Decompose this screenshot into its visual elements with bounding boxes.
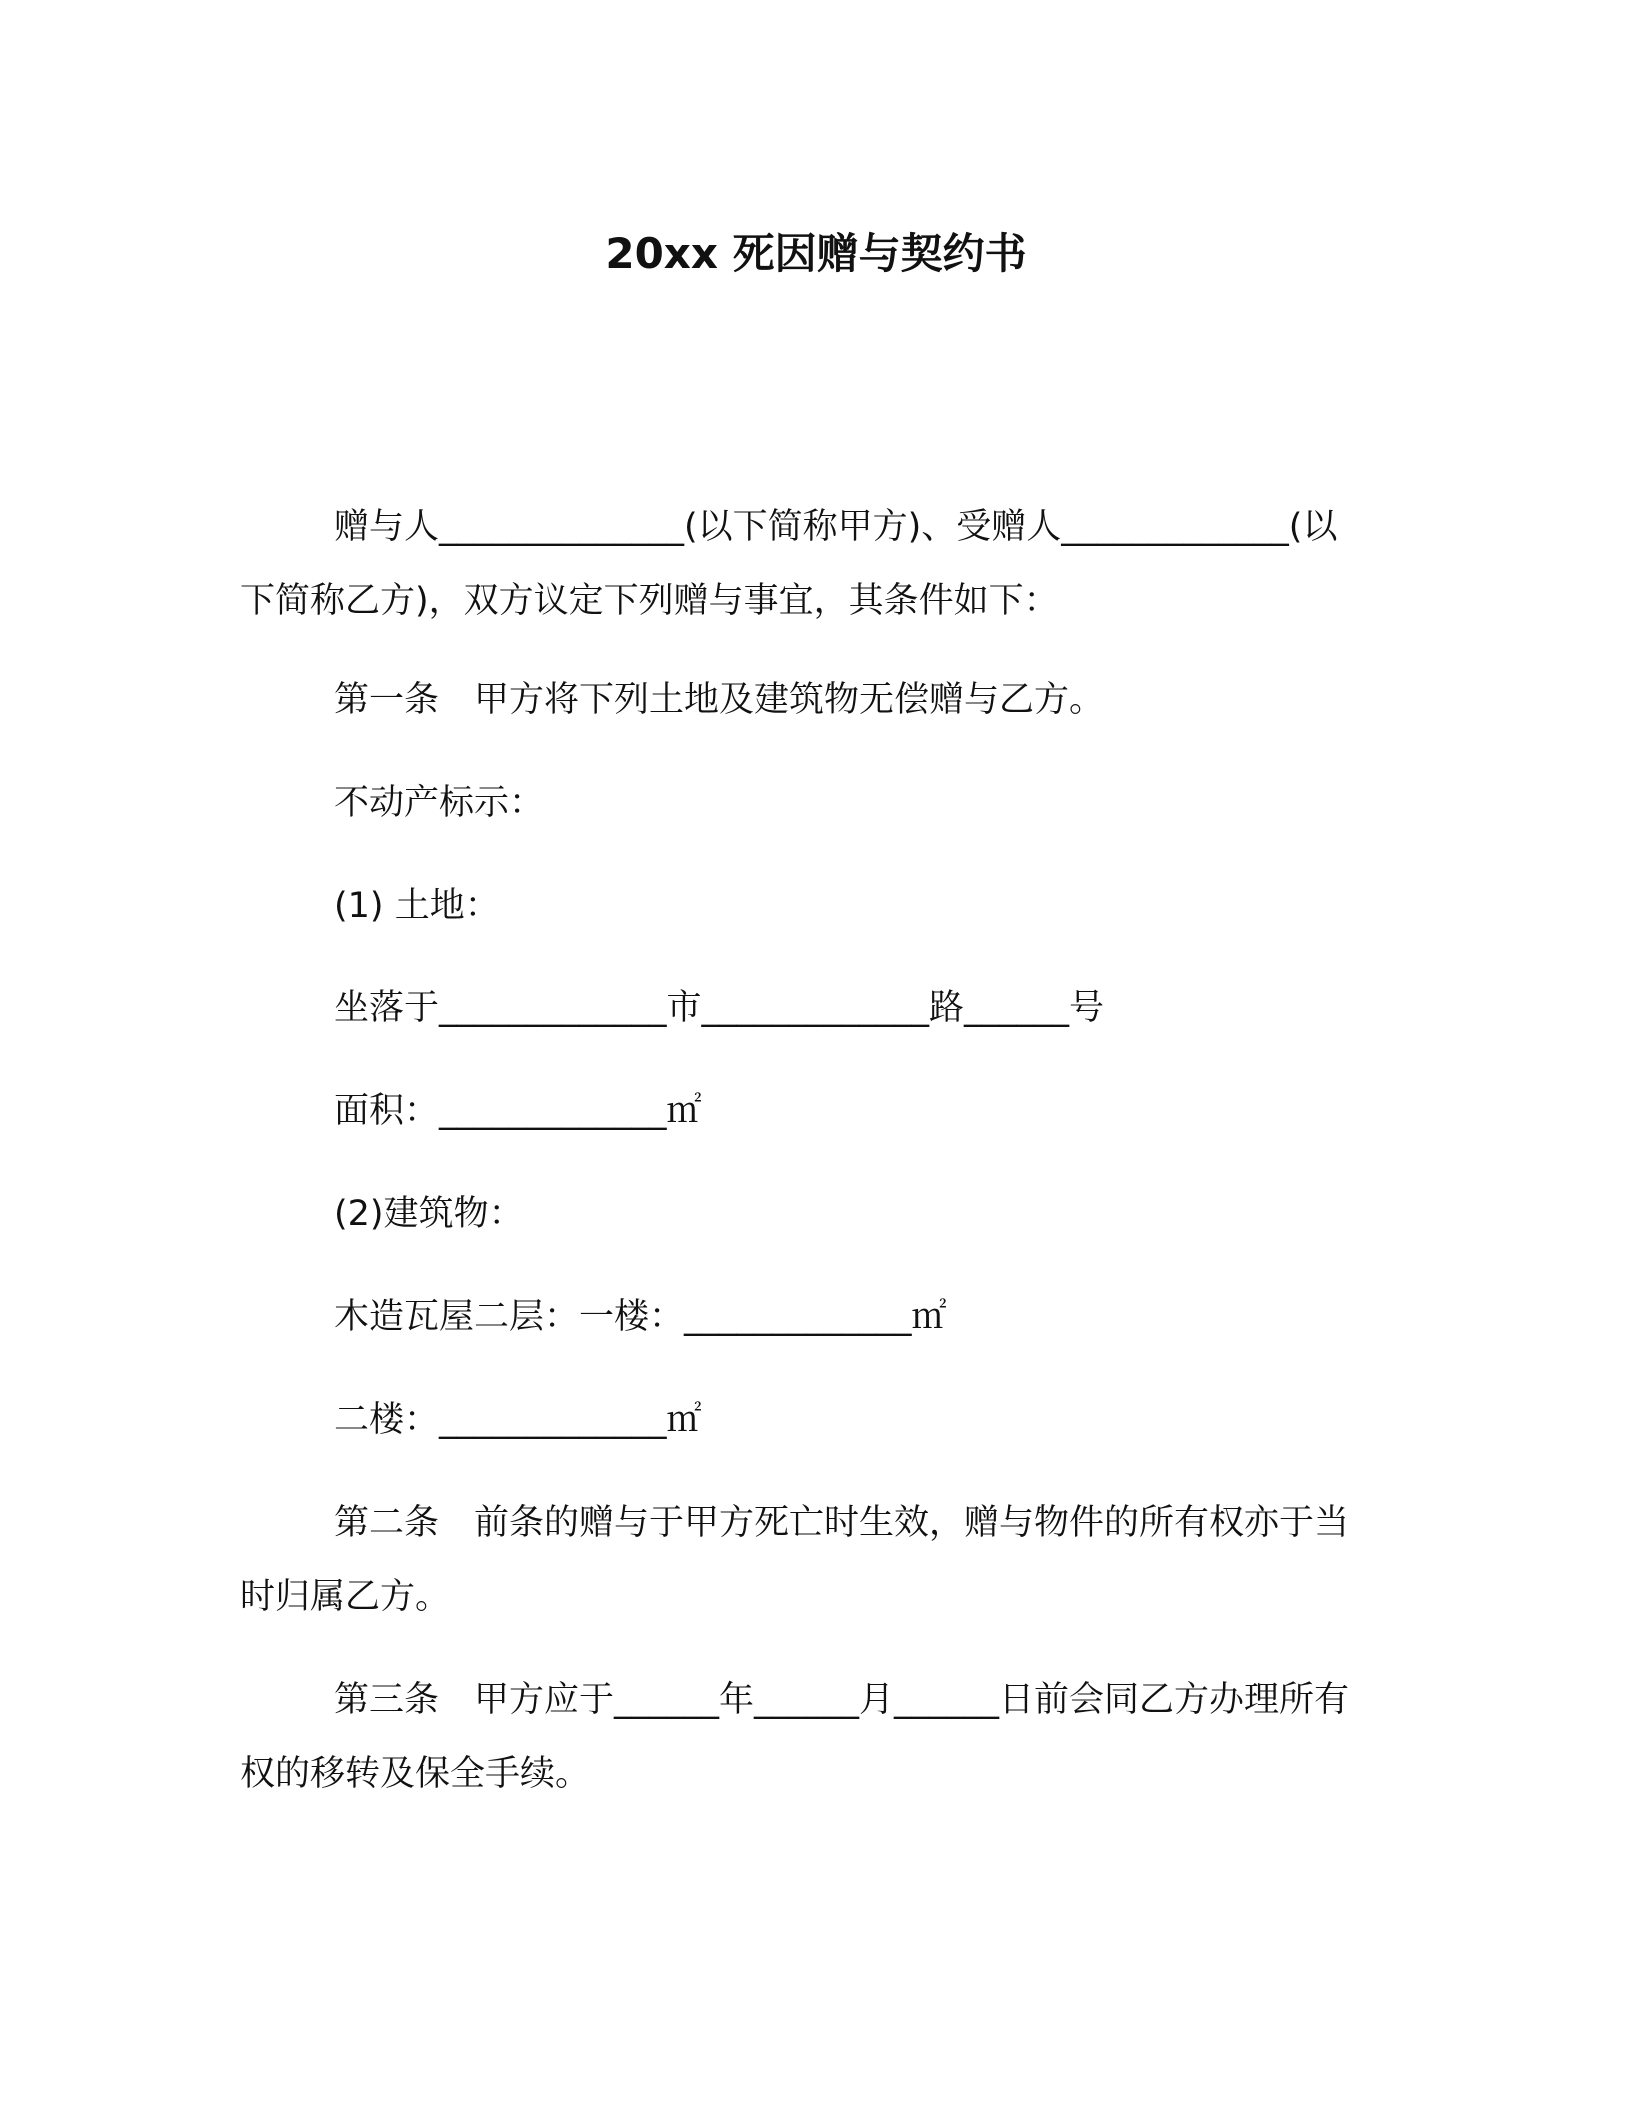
document-title: 20xx 死因赠与契约书 xyxy=(605,229,1027,278)
paragraph-first-floor xyxy=(240,1280,1370,1354)
paragraph-article-1 xyxy=(240,663,1370,737)
paragraph-property-label xyxy=(240,766,1370,840)
paragraph-article-2-text: 第二条 前条的赠与于甲方死亡时生效，赠与物件的所有权亦于当时归属乙方。 xyxy=(240,1503,1350,1617)
paragraph-article-3-text: 第三条 甲方应于______年______月______日前会同乙方办理所有权的移转及保全手续。 xyxy=(240,1680,1350,1794)
paragraph-building-text: (2)建筑物： xyxy=(334,1194,524,1234)
paragraph-second-floor xyxy=(240,1383,1370,1457)
paragraph-parties-text: 赠与人______________(以下简称甲方)、受赠人_____________(以下简称乙方)，双方议定下列赠与事宜，其条件如下： xyxy=(240,507,1338,621)
paragraph-first-floor-text: 木造瓦屋二层：一楼：_____________㎡ xyxy=(334,1297,947,1337)
paragraph-location-text: 坐落于_____________市_____________路______号 xyxy=(334,988,1105,1028)
paragraph-property-label-text: 不动产标示： xyxy=(334,783,545,823)
paragraph-article-1-text: 第一条 甲方将下列土地及建筑物无偿赠与乙方。 xyxy=(334,680,1105,720)
paragraph-second-floor-text: 二楼：_____________㎡ xyxy=(334,1400,702,1440)
paragraph-building xyxy=(240,1177,1370,1251)
paragraph-article-3 xyxy=(240,1663,1370,1811)
paragraph-area-text: 面积：_____________㎡ xyxy=(334,1091,702,1131)
paragraph-land-text: (1) 土地： xyxy=(334,886,500,926)
paragraph-parties xyxy=(240,490,1370,638)
paragraph-area xyxy=(240,1074,1370,1148)
paragraph-article-2 xyxy=(240,1486,1370,1634)
paragraph-land xyxy=(240,869,1370,943)
paragraph-location xyxy=(240,971,1370,1045)
